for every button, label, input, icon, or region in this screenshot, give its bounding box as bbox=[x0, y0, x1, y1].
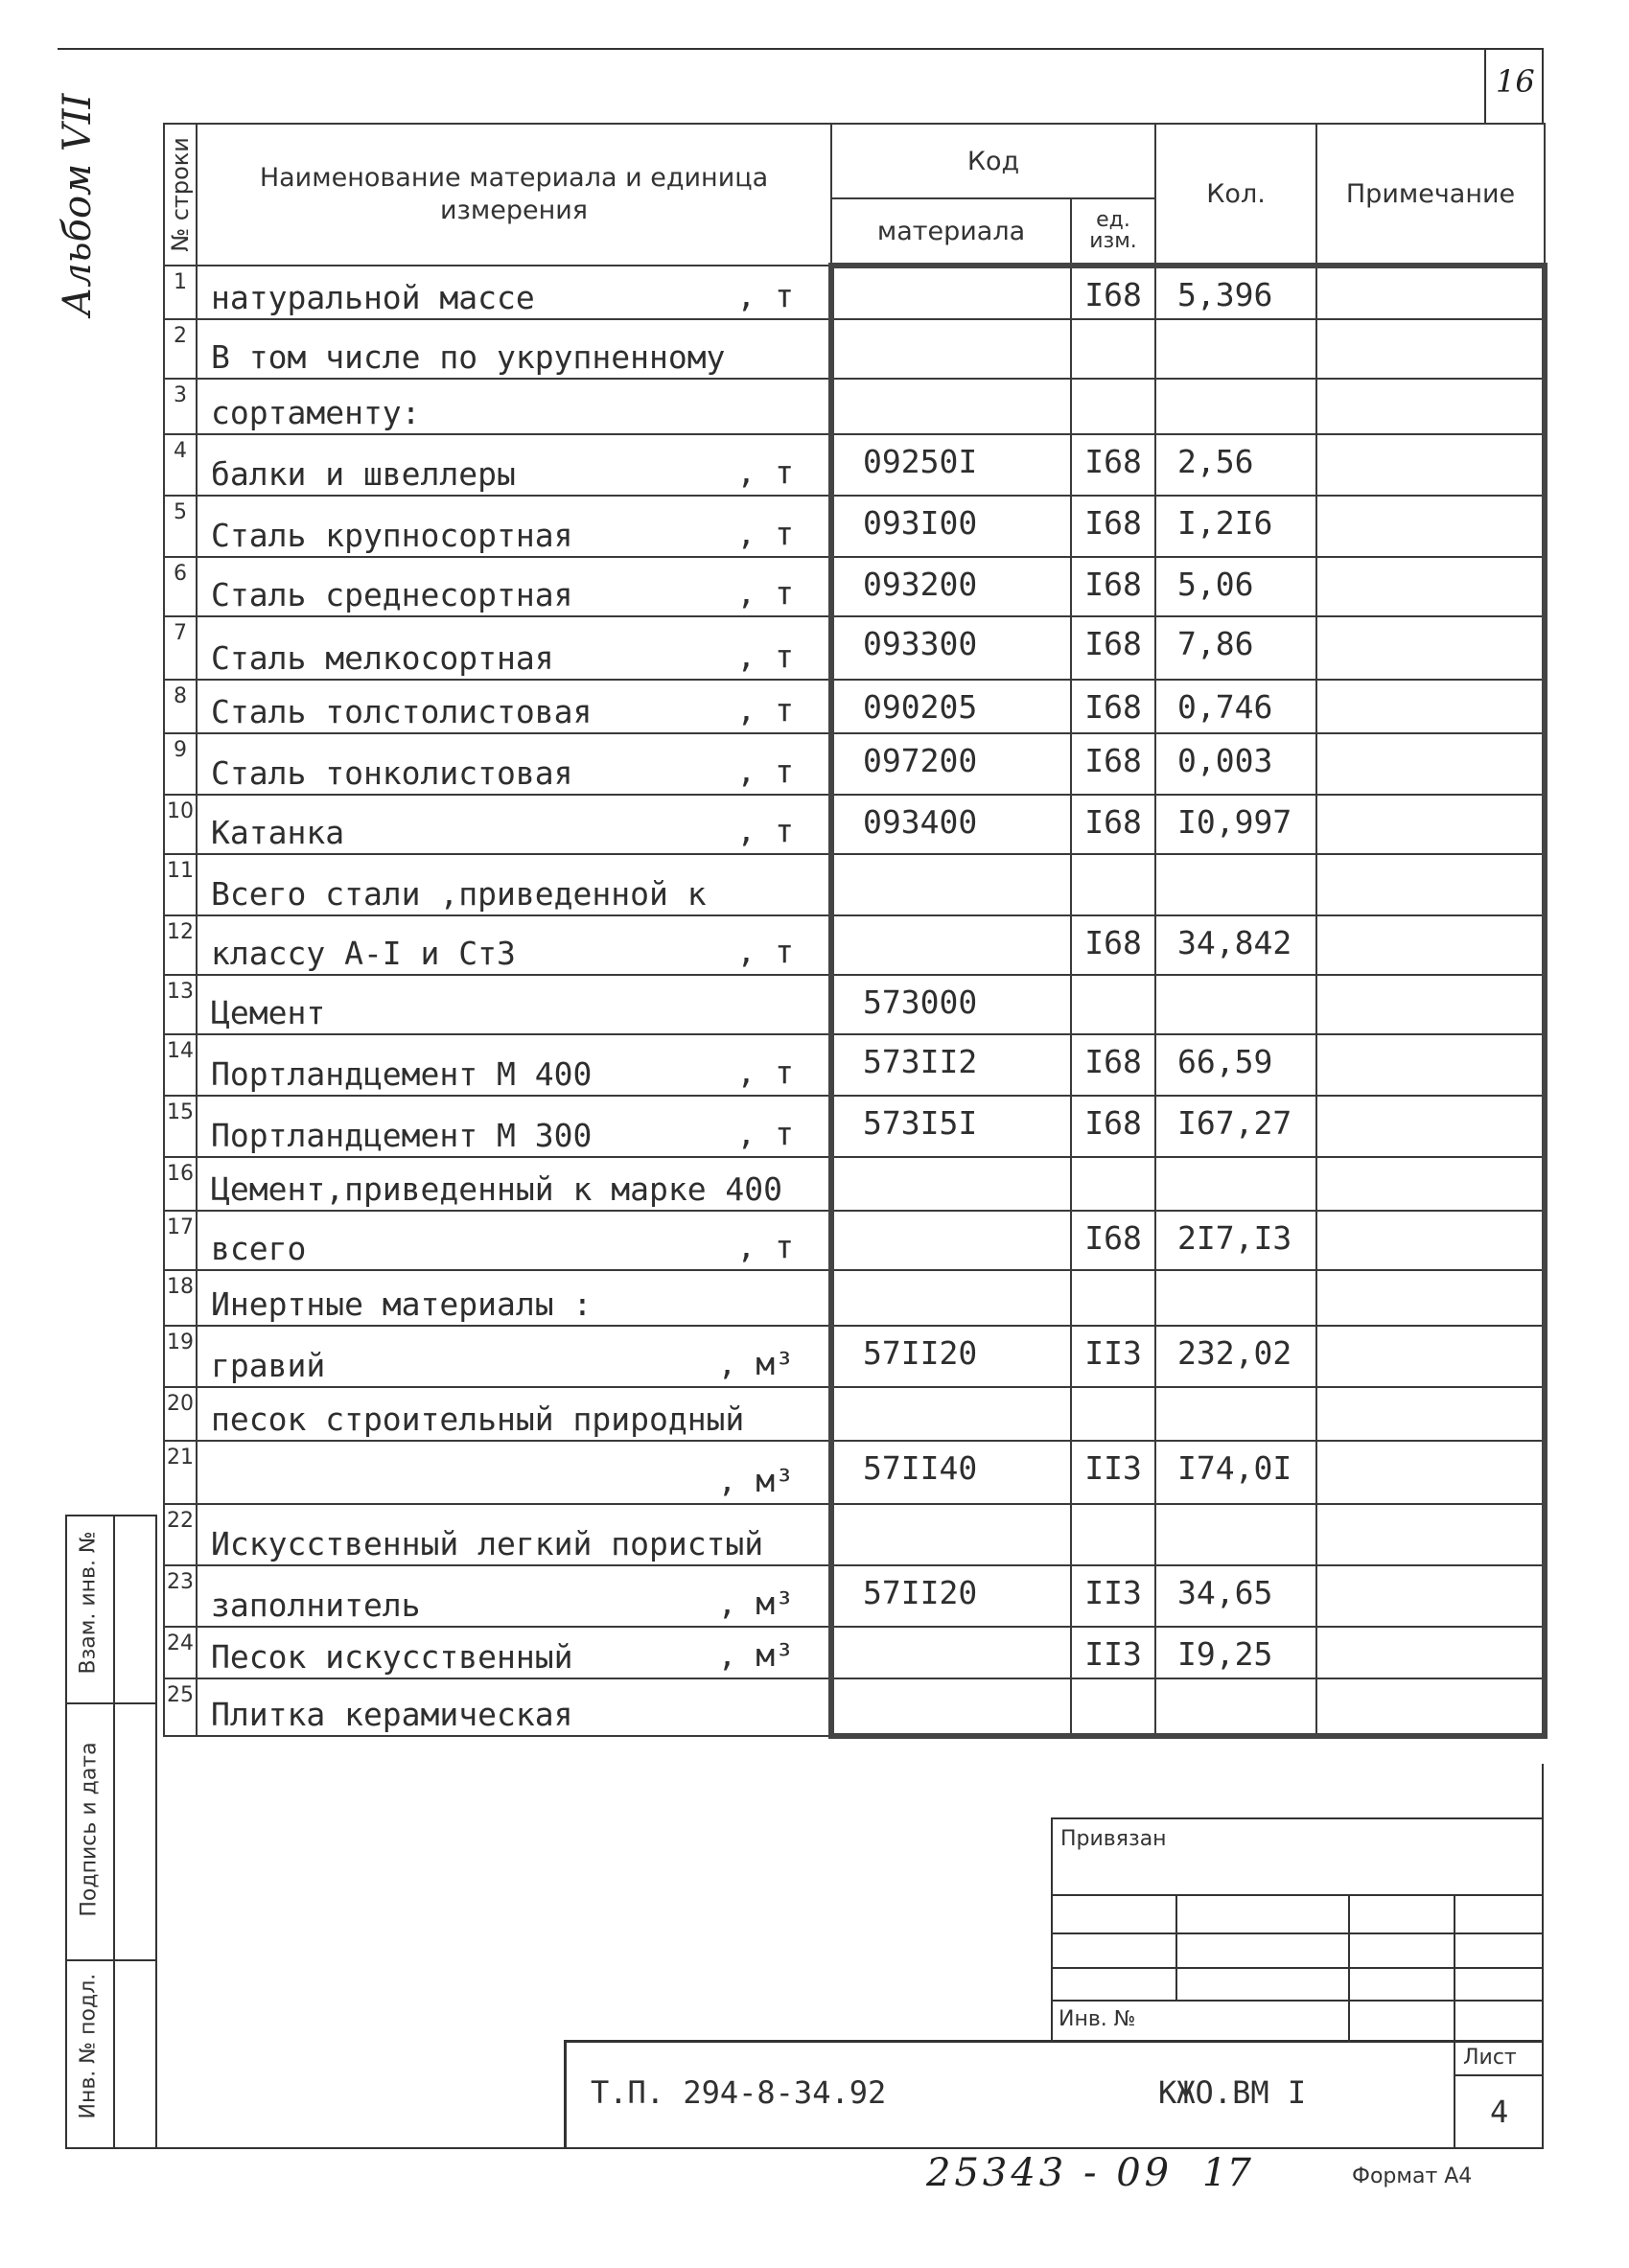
unit-code-cell: I68 bbox=[1071, 1034, 1155, 1096]
material-code-cell bbox=[831, 1678, 1071, 1736]
material-name-cell bbox=[197, 496, 831, 557]
header-row-number: № строки bbox=[164, 124, 197, 266]
material-name-cell bbox=[197, 266, 831, 319]
tb-priv-left bbox=[1051, 1817, 1053, 2042]
stamp-vzam-label: Взам. инв. № bbox=[76, 1531, 101, 1675]
note-cell bbox=[1316, 1387, 1545, 1441]
material-name-cell bbox=[197, 680, 831, 733]
note-cell bbox=[1316, 795, 1545, 854]
material-code-cell bbox=[831, 1387, 1071, 1441]
note-cell bbox=[1316, 854, 1545, 915]
unit-code-cell: II3 bbox=[1071, 1565, 1155, 1627]
quantity-cell: I74,0I bbox=[1155, 1441, 1316, 1504]
tb-privyazan: Привязан bbox=[1060, 1827, 1167, 1851]
unit-code-cell: I68 bbox=[1071, 680, 1155, 733]
material-name-cell bbox=[197, 319, 831, 379]
note-cell bbox=[1316, 266, 1545, 319]
note-cell bbox=[1316, 915, 1545, 975]
table-row bbox=[164, 496, 1545, 557]
unit-code-cell: II3 bbox=[1071, 1326, 1155, 1387]
material-name-text: балки и швеллеры bbox=[211, 455, 516, 493]
tb-priv-v2 bbox=[1348, 1894, 1350, 2042]
row-number-cell: 16 bbox=[164, 1157, 197, 1211]
table-row bbox=[164, 1326, 1545, 1387]
material-name-text: песок строительный природный bbox=[211, 1400, 745, 1438]
note-cell bbox=[1316, 1627, 1545, 1678]
material-code-cell: 573II2 bbox=[831, 1034, 1071, 1096]
unit-code-cell bbox=[1071, 1157, 1155, 1211]
material-name-cell bbox=[197, 1326, 831, 1387]
note-cell bbox=[1316, 1096, 1545, 1157]
table-row bbox=[164, 1157, 1545, 1211]
unit-code-cell: II3 bbox=[1071, 1441, 1155, 1504]
frame-bottom bbox=[155, 2147, 1544, 2149]
unit-text: , т bbox=[736, 1053, 794, 1091]
material-code-cell bbox=[831, 1270, 1071, 1326]
material-code-cell: 57II20 bbox=[831, 1326, 1071, 1387]
material-code-cell: 093400 bbox=[831, 795, 1071, 854]
quantity-cell bbox=[1155, 975, 1316, 1034]
unit-code-cell bbox=[1071, 1678, 1155, 1736]
header-quantity: Кол. bbox=[1155, 124, 1316, 266]
material-name-text: Сталь среднесортная bbox=[211, 576, 573, 613]
material-name-text: Сталь крупносортная bbox=[211, 517, 573, 554]
material-name-text: Цемент bbox=[211, 994, 326, 1031]
material-code-cell: 57II20 bbox=[831, 1565, 1071, 1627]
row-number-cell: 10 bbox=[164, 795, 197, 854]
note-cell bbox=[1316, 1326, 1545, 1387]
row-number-cell: 9 bbox=[164, 733, 197, 795]
table-row bbox=[164, 1096, 1545, 1157]
quantity-cell bbox=[1155, 1678, 1316, 1736]
material-name-text: Сталь тонколистовая bbox=[211, 754, 573, 792]
table-row bbox=[164, 616, 1545, 680]
stamp-outer-left bbox=[65, 1515, 67, 2147]
stamp-inv-podl-label: Инв. № подл. bbox=[76, 1973, 101, 2119]
quantity-cell: 66,59 bbox=[1155, 1034, 1316, 1096]
quantity-cell bbox=[1155, 1270, 1316, 1326]
tb-priv-v1 bbox=[1175, 1894, 1177, 2002]
row-number-cell: 23 bbox=[164, 1565, 197, 1627]
note-cell bbox=[1316, 1270, 1545, 1326]
material-name-cell bbox=[197, 1627, 831, 1678]
quantity-cell: 2I7,I3 bbox=[1155, 1211, 1316, 1270]
material-code-cell bbox=[831, 915, 1071, 975]
unit-text: , т bbox=[736, 933, 794, 970]
quantity-cell bbox=[1155, 319, 1316, 379]
tb-inv-no: Инв. № bbox=[1059, 2007, 1136, 2031]
table-row bbox=[164, 434, 1545, 496]
material-name-text: сортаменту: bbox=[211, 394, 421, 431]
material-name-text: гравий bbox=[211, 1347, 326, 1384]
unit-code-cell: II3 bbox=[1071, 1627, 1155, 1678]
table-row bbox=[164, 1034, 1545, 1096]
table-row bbox=[164, 1504, 1545, 1565]
quantity-cell: I,2I6 bbox=[1155, 496, 1316, 557]
tb-sheet-left bbox=[1454, 2040, 1455, 2149]
tb-main-top bbox=[564, 2040, 1544, 2043]
material-name-cell bbox=[197, 1157, 831, 1211]
note-cell bbox=[1316, 616, 1545, 680]
material-code-cell bbox=[831, 1157, 1071, 1211]
header-code-unit: ед. изм. bbox=[1071, 198, 1155, 266]
table-row bbox=[164, 1678, 1545, 1736]
material-name-text: Портландцемент М 300 bbox=[211, 1117, 593, 1154]
unit-code-cell: I68 bbox=[1071, 795, 1155, 854]
table-row bbox=[164, 680, 1545, 733]
material-code-cell: 090205 bbox=[831, 680, 1071, 733]
material-code-cell bbox=[831, 1211, 1071, 1270]
frame-left bbox=[155, 1764, 157, 2147]
material-name-cell bbox=[197, 1034, 831, 1096]
quantity-cell: 34,842 bbox=[1155, 915, 1316, 975]
tb-priv-h3 bbox=[1051, 1967, 1544, 1969]
material-name-text: Всего стали ,приведенной к bbox=[211, 875, 707, 913]
table-row bbox=[164, 379, 1545, 434]
material-name-text: В том числе по укрупненному bbox=[211, 338, 726, 376]
material-code-cell: 093300 bbox=[831, 616, 1071, 680]
footer-format: Формат А4 bbox=[1352, 2164, 1473, 2188]
footer-archive-number: 25343 - 09 bbox=[926, 2151, 1174, 2195]
quantity-cell: I9,25 bbox=[1155, 1627, 1316, 1678]
row-number-cell: 18 bbox=[164, 1270, 197, 1326]
unit-code-cell: I68 bbox=[1071, 733, 1155, 795]
material-name-cell bbox=[197, 915, 831, 975]
table-row bbox=[164, 557, 1545, 616]
material-code-cell bbox=[831, 854, 1071, 915]
row-number-cell: 7 bbox=[164, 616, 197, 680]
header-code-material: материала bbox=[831, 198, 1071, 266]
note-cell bbox=[1316, 975, 1545, 1034]
table-row bbox=[164, 1387, 1545, 1441]
material-name-cell bbox=[197, 557, 831, 616]
row-number-cell: 25 bbox=[164, 1678, 197, 1736]
material-name-text: Искусственный легкий пористый bbox=[211, 1525, 764, 1562]
stamp-div-1 bbox=[65, 1702, 157, 1704]
quantity-cell: 0,746 bbox=[1155, 680, 1316, 733]
material-name-text: Портландцемент М 400 bbox=[211, 1055, 593, 1093]
stamp-podpis-label: Подпись и дата bbox=[77, 1742, 102, 1917]
header-name: Наименование материала и единица измерения bbox=[197, 124, 831, 266]
unit-code-cell: I68 bbox=[1071, 1096, 1155, 1157]
unit-text: , т bbox=[736, 691, 794, 729]
material-code-cell bbox=[831, 266, 1071, 319]
material-name-text: Сталь мелкосортная bbox=[211, 639, 554, 677]
note-cell bbox=[1316, 496, 1545, 557]
tb-sheet-label: Лист bbox=[1463, 2046, 1517, 2070]
material-code-cell: 09250I bbox=[831, 434, 1071, 496]
unit-text: , т bbox=[736, 1115, 794, 1152]
material-name-cell bbox=[197, 1270, 831, 1326]
table-row bbox=[164, 795, 1545, 854]
row-number-cell: 2 bbox=[164, 319, 197, 379]
material-name-cell bbox=[197, 1678, 831, 1736]
note-cell bbox=[1316, 1034, 1545, 1096]
material-name-cell bbox=[197, 1096, 831, 1157]
tb-priv-v3 bbox=[1454, 1894, 1455, 2042]
material-name-cell bbox=[197, 854, 831, 915]
unit-text: , т bbox=[736, 574, 794, 612]
table-row bbox=[164, 1565, 1545, 1627]
row-number-cell: 8 bbox=[164, 680, 197, 733]
quantity-cell: 2,56 bbox=[1155, 434, 1316, 496]
stamp-div-2 bbox=[65, 1959, 157, 1961]
table-row bbox=[164, 915, 1545, 975]
tb-priv-h1 bbox=[1051, 1894, 1544, 1896]
unit-text: , м³ bbox=[717, 1345, 794, 1382]
page-number-box-right bbox=[1542, 48, 1544, 125]
row-number-cell: 22 bbox=[164, 1504, 197, 1565]
tb-priv-h4 bbox=[1051, 2000, 1544, 2002]
row-number-cell: 4 bbox=[164, 434, 197, 496]
note-cell bbox=[1316, 733, 1545, 795]
row-number-cell: 11 bbox=[164, 854, 197, 915]
top-border-line bbox=[58, 48, 1544, 50]
unit-code-cell: I68 bbox=[1071, 1211, 1155, 1270]
header-code: Код bbox=[831, 124, 1155, 198]
table-row bbox=[164, 975, 1545, 1034]
row-number-cell: 19 bbox=[164, 1326, 197, 1387]
material-name-cell bbox=[197, 733, 831, 795]
page-number-box-left bbox=[1484, 48, 1486, 125]
table-row bbox=[164, 733, 1545, 795]
material-name-cell bbox=[197, 379, 831, 434]
note-cell bbox=[1316, 1504, 1545, 1565]
table-row bbox=[164, 266, 1545, 319]
quantity-cell: 34,65 bbox=[1155, 1565, 1316, 1627]
row-number-cell: 6 bbox=[164, 557, 197, 616]
tb-sheet-value: 4 bbox=[1490, 2094, 1509, 2130]
unit-text: , т bbox=[736, 752, 794, 790]
material-code-cell bbox=[831, 379, 1071, 434]
quantity-cell: 5,396 bbox=[1155, 266, 1316, 319]
quantity-cell bbox=[1155, 854, 1316, 915]
table-row bbox=[164, 1270, 1545, 1326]
note-cell bbox=[1316, 1565, 1545, 1627]
unit-code-cell: I68 bbox=[1071, 266, 1155, 319]
row-number-cell: 1 bbox=[164, 266, 197, 319]
table-row bbox=[164, 1627, 1545, 1678]
material-code-cell: 573I5I bbox=[831, 1096, 1071, 1157]
unit-text: , т bbox=[736, 453, 794, 491]
quantity-cell: I67,27 bbox=[1155, 1096, 1316, 1157]
material-name-text: Плитка керамическая bbox=[211, 1696, 573, 1733]
material-name-cell bbox=[197, 1211, 831, 1270]
row-number-cell: 20 bbox=[164, 1387, 197, 1441]
note-cell bbox=[1316, 1211, 1545, 1270]
unit-text: , т bbox=[736, 812, 794, 849]
material-name-cell bbox=[197, 795, 831, 854]
quantity-cell: 7,86 bbox=[1155, 616, 1316, 680]
note-cell bbox=[1316, 379, 1545, 434]
material-name-cell bbox=[197, 1441, 831, 1504]
stamp-bottom bbox=[65, 2147, 157, 2149]
table-row bbox=[164, 1441, 1545, 1504]
material-code-cell bbox=[831, 319, 1071, 379]
unit-code-cell bbox=[1071, 1504, 1155, 1565]
tb-priv-top bbox=[1051, 1817, 1544, 1819]
row-number-cell: 3 bbox=[164, 379, 197, 434]
material-name-text: Цемент,приведенный к марке 400 bbox=[211, 1170, 783, 1208]
frame-right bbox=[1542, 1764, 1544, 2149]
tb-doc-code: КЖО.ВМ I bbox=[1158, 2074, 1307, 2111]
stamp-top bbox=[65, 1515, 157, 1516]
unit-text: , м³ bbox=[717, 1462, 794, 1499]
quantity-cell: 0,003 bbox=[1155, 733, 1316, 795]
material-name-cell bbox=[197, 975, 831, 1034]
material-name-cell bbox=[197, 1504, 831, 1565]
row-number-cell: 17 bbox=[164, 1211, 197, 1270]
album-label: Альбом VII bbox=[56, 93, 100, 316]
material-code-cell: 097200 bbox=[831, 733, 1071, 795]
quantity-cell bbox=[1155, 379, 1316, 434]
material-name-cell bbox=[197, 1565, 831, 1627]
row-number-cell: 13 bbox=[164, 975, 197, 1034]
material-code-cell bbox=[831, 1627, 1071, 1678]
material-name-text: Катанка bbox=[211, 814, 345, 851]
quantity-cell: 232,02 bbox=[1155, 1326, 1316, 1387]
note-cell bbox=[1316, 319, 1545, 379]
material-name-text: Инертные материалы : bbox=[211, 1285, 593, 1323]
unit-code-cell bbox=[1071, 1387, 1155, 1441]
table-row bbox=[164, 854, 1545, 915]
tb-main-left bbox=[564, 2040, 567, 2149]
note-cell bbox=[1316, 557, 1545, 616]
unit-code-cell: I68 bbox=[1071, 616, 1155, 680]
material-name-text: заполнитель bbox=[211, 1586, 421, 1624]
tb-doc-number: Т.П. 294-8-34.92 bbox=[591, 2074, 887, 2111]
material-name-text: Песок искусственный bbox=[211, 1638, 573, 1676]
row-number-cell: 14 bbox=[164, 1034, 197, 1096]
unit-code-cell bbox=[1071, 975, 1155, 1034]
materials-table bbox=[163, 123, 1548, 1739]
unit-text: , т bbox=[736, 277, 794, 314]
stamp-inner-left bbox=[113, 1515, 115, 2147]
quantity-cell bbox=[1155, 1387, 1316, 1441]
material-code-cell bbox=[831, 1504, 1071, 1565]
row-number-cell: 12 bbox=[164, 915, 197, 975]
unit-text: , м³ bbox=[717, 1636, 794, 1674]
tb-priv-h2 bbox=[1051, 1932, 1544, 1934]
unit-code-cell: I68 bbox=[1071, 434, 1155, 496]
unit-code-cell: I68 bbox=[1071, 496, 1155, 557]
page-number: 16 bbox=[1496, 63, 1535, 100]
unit-text: , т bbox=[736, 1228, 794, 1265]
material-code-cell: 573000 bbox=[831, 975, 1071, 1034]
note-cell bbox=[1316, 1678, 1545, 1736]
table-row bbox=[164, 319, 1545, 379]
footer-archive-sheet: 17 bbox=[1202, 2151, 1251, 2195]
tb-sheet-divider bbox=[1454, 2074, 1544, 2076]
material-name-cell bbox=[197, 434, 831, 496]
unit-code-cell: I68 bbox=[1071, 915, 1155, 975]
row-number-cell: 21 bbox=[164, 1441, 197, 1504]
material-name-text: Сталь толстолистовая bbox=[211, 693, 593, 730]
table-row bbox=[164, 1211, 1545, 1270]
unit-code-cell: I68 bbox=[1071, 557, 1155, 616]
note-cell bbox=[1316, 1157, 1545, 1211]
unit-text: , т bbox=[736, 637, 794, 675]
material-code-cell: 57II40 bbox=[831, 1441, 1071, 1504]
row-number-cell: 15 bbox=[164, 1096, 197, 1157]
header-note: Примечание bbox=[1316, 124, 1545, 266]
row-number-cell: 24 bbox=[164, 1627, 197, 1678]
material-name-text: всего bbox=[211, 1230, 307, 1267]
note-cell bbox=[1316, 434, 1545, 496]
quantity-cell bbox=[1155, 1157, 1316, 1211]
quantity-cell: I0,997 bbox=[1155, 795, 1316, 854]
note-cell bbox=[1316, 1441, 1545, 1504]
material-name-text: классу А-I и Ст3 bbox=[211, 935, 516, 972]
unit-code-cell bbox=[1071, 854, 1155, 915]
unit-code-cell bbox=[1071, 1270, 1155, 1326]
quantity-cell: 5,06 bbox=[1155, 557, 1316, 616]
material-name-cell bbox=[197, 616, 831, 680]
unit-text: , т bbox=[736, 515, 794, 552]
unit-code-cell bbox=[1071, 379, 1155, 434]
row-number-cell: 5 bbox=[164, 496, 197, 557]
material-name-text: натуральной массе bbox=[211, 279, 535, 316]
material-name-cell bbox=[197, 1387, 831, 1441]
material-code-cell: 093I00 bbox=[831, 496, 1071, 557]
note-cell bbox=[1316, 680, 1545, 733]
unit-code-cell bbox=[1071, 319, 1155, 379]
quantity-cell bbox=[1155, 1504, 1316, 1565]
unit-text: , м³ bbox=[717, 1585, 794, 1622]
material-code-cell: 093200 bbox=[831, 557, 1071, 616]
